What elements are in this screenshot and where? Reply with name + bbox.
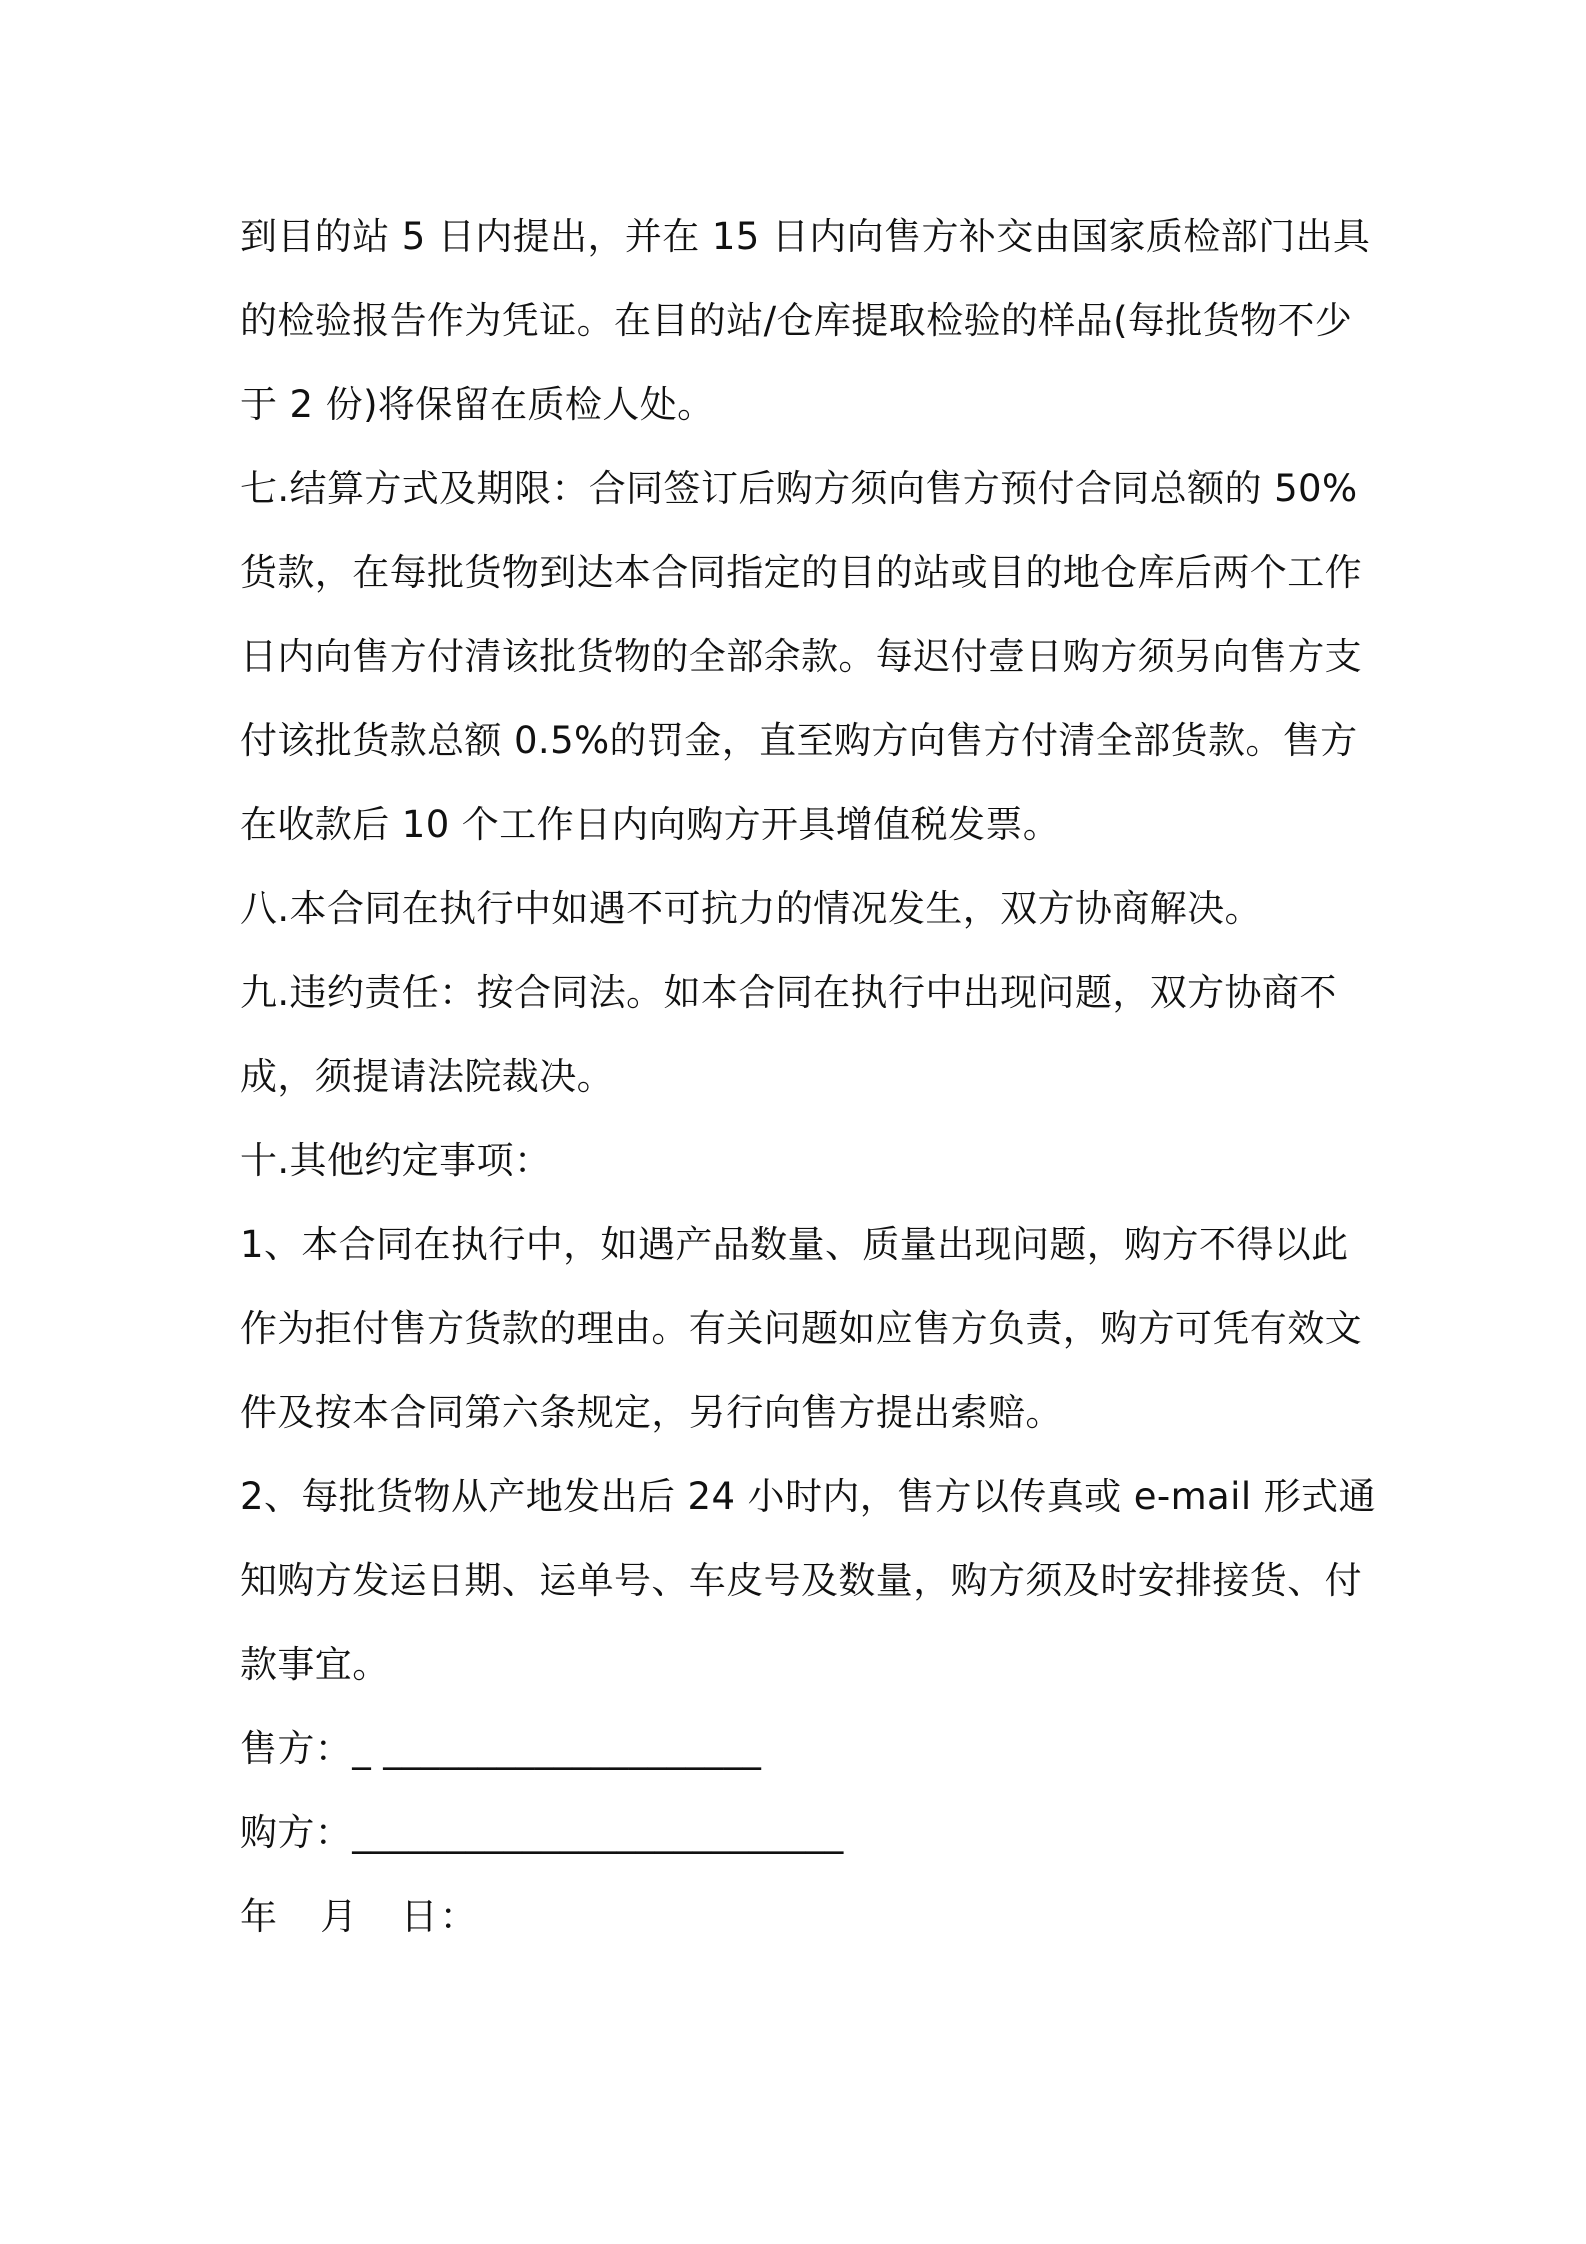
clause-ten-heading: [240, 1119, 1355, 1203]
clause-ten-item-2: [240, 1455, 1376, 1707]
clause-six-continuation: [240, 195, 1371, 447]
clause-nine-liability: [240, 951, 1355, 1119]
seller-signature-line: 售方：_ ____________________: [240, 1727, 762, 1770]
text-line: 的检验报告作为凭证。在目的站/仓库提取检验的样品(每批货物不少: [240, 299, 1353, 342]
text-line: 付该批货款总额 0.5%的罚金，直至购方向售方付清全部货款。售方: [240, 719, 1358, 762]
contract-body: [240, 195, 1376, 1959]
text-line: 十.其他约定事项：: [240, 1139, 552, 1182]
text-line: 知购方发运日期、运单号、车皮号及数量，购方须及时安排接货、付: [240, 1559, 1362, 1602]
text-line: 成，须提请法院裁决。: [240, 1055, 614, 1098]
text-line: 八.本合同在执行中如遇不可抗力的情况发生，双方协商解决。: [240, 887, 1262, 930]
text-line: 件及按本合同第六条规定，另行向售方提出索赔。: [240, 1391, 1063, 1434]
text-line: 1、本合同在执行中，如遇产品数量、质量出现问题，购方不得以此: [240, 1223, 1349, 1266]
text-line: 于 2 份)将保留在质检人处。: [240, 383, 715, 426]
text-line: 作为拒付售方货款的理由。有关问题如应售方负责，购方可凭有效文: [240, 1307, 1362, 1350]
clause-seven-settlement: [240, 447, 1362, 867]
text-line: 2、每批货物从产地发出后 24 小时内，售方以传真或 e-mail 形式通: [240, 1475, 1376, 1518]
text-line: 日内向售方付清该批货物的全部余款。每迟付壹日购方须另向售方支: [240, 635, 1362, 678]
clause-ten-item-1: [240, 1203, 1362, 1455]
text-line: 到目的站 5 日内提出，并在 15 日内向售方补交由国家质检部门出具: [240, 215, 1371, 258]
buyer-signature-line: 购方：__________________________: [240, 1811, 844, 1854]
text-line: 在收款后 10 个工作日内向购方开具增值税发票。: [240, 803, 1061, 846]
signature-block: [240, 1707, 1355, 1959]
text-line: 九.违约责任：按合同法。如本合同在执行中出现问题，双方协商不: [240, 971, 1337, 1014]
text-line: 货款，在每批货物到达本合同指定的目的站或目的地仓库后两个工作: [240, 551, 1362, 594]
date-line: 年 月 日：: [240, 1895, 479, 1938]
text-line: 七.结算方式及期限：合同签订后购方须向售方预付合同总额的 50%: [240, 467, 1358, 510]
clause-eight-force-majeure: [240, 867, 1355, 951]
text-line: 款事宜。: [240, 1643, 390, 1686]
